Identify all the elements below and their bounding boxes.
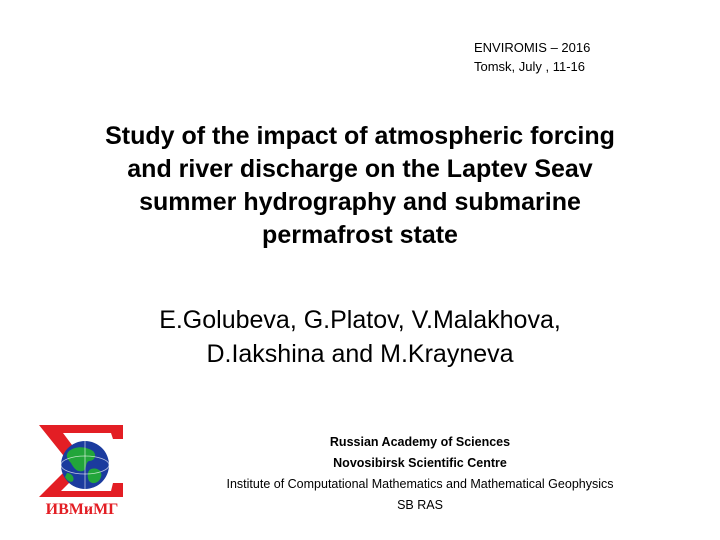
title-line: and river discharge on the Laptev Seav (127, 155, 593, 183)
authors (60, 303, 660, 371)
title-line: permafrost state (262, 221, 458, 249)
conference-name: ENVIROMIS – 2016 (474, 40, 591, 55)
institute-logo (37, 421, 127, 517)
conference-place-date: Tomsk, July , 11-16 (474, 59, 586, 74)
affiliation-academy: Russian Academy of Sciences (329, 435, 511, 449)
authors-line: E.Golubeva, G.Platov, V.Malakhova, (159, 306, 561, 334)
logo-text: ИВМиМГ (45, 501, 119, 517)
affiliation-branch: SB RAS (397, 498, 443, 512)
affiliation-institute: Institute of Computational Mathematics and Mathematical Geophysics (226, 477, 614, 491)
globe-sigma-logo-icon (37, 421, 127, 517)
title-line: summer hydrography and submarine (139, 188, 581, 216)
affiliation (130, 432, 710, 516)
title-line: Study of the impact of atmospheric forcing (105, 122, 615, 150)
authors-line: D.Iakshina and M.Krayneva (206, 340, 514, 368)
presentation-title (50, 120, 670, 252)
conference-info (474, 38, 590, 76)
affiliation-centre: Novosibirsk Scientific Centre (333, 456, 507, 470)
